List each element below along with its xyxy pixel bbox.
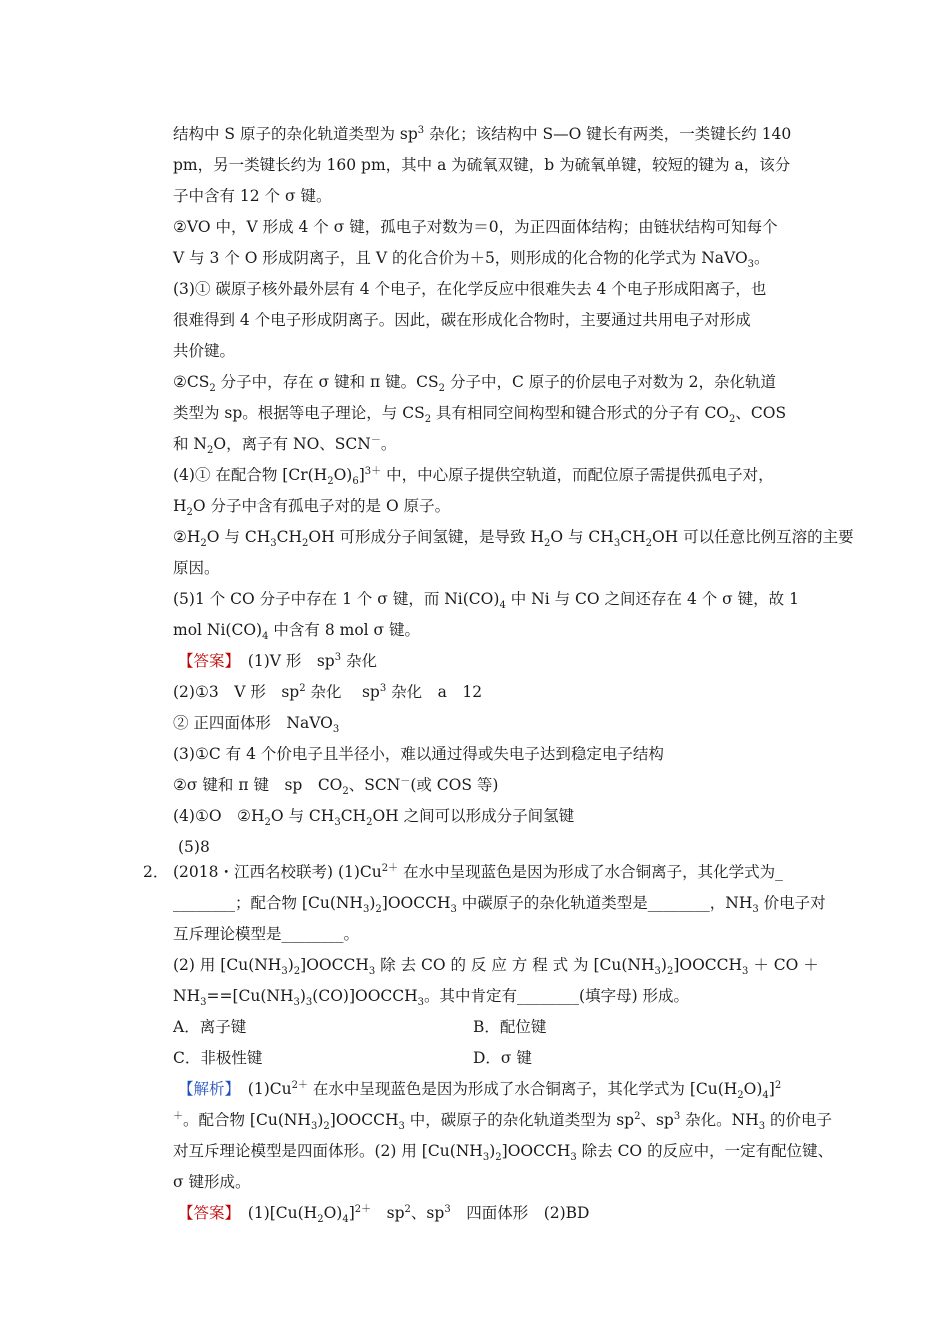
- text-line: 和 $N_2O$，离子有 NO、SCN－。: [173, 434, 397, 457]
- question-number: 2．: [143, 863, 169, 881]
- text-line: (3)① 碳原子核外最外层有 4 个电子，在化学反应中很难失去 4 个电子形成阳离子，也: [173, 280, 767, 298]
- answer-line: (3)①C 有 4 个价电子且半径小，难以通过得或失电子达到稳定电子结构: [173, 745, 664, 763]
- answer-line: 【答案】 (1)V 形 $sp^3$ 杂化: [178, 651, 378, 670]
- text-line: 子中含有 12 个 σ 键。: [173, 187, 332, 205]
- analysis-line: 【解析】 $(1)Cu^{2+}$ 在水中呈现蓝色是因为形成了水合铜离子，其化学式为 $[Cu(H_2O)_4]^2$: [178, 1079, 782, 1102]
- option-b: B．配位键: [473, 1018, 547, 1036]
- answer-line: (2)①3 V 形 $sp^2$ 杂化 $sp^3$ 杂化 a 12: [173, 682, 483, 701]
- answer-line: 【答案】 $(1)[Cu(H_2O)_4]^{2+}$ $sp^2$、$sp^3$ 四面体形 (2)BD: [178, 1203, 590, 1226]
- answer-line: ② 正四面体形 NaVO$_3$: [173, 714, 340, 736]
- option-c: C．非极性键: [173, 1049, 263, 1067]
- text-line: ②VO 中，V 形成 4 个 σ 键，孤电子对数为＝0，为正四面体结构；由链状结构可知每个: [173, 218, 778, 236]
- question-line: 互斥理论模型是________。: [173, 925, 360, 943]
- text-line: 类型为 sp。根据等电子理论，与 $CS_2$ 具有相同空间构型和键合形式的分子有 $CO_2$、COS: [173, 404, 787, 426]
- text-line: pm，另一类键长约为 160 pm，其中 a 为硫氧双键，b 为硫氧单键，较短的键为 a，该分: [173, 156, 791, 174]
- answer-line: (5)8: [178, 838, 210, 856]
- text-line: $H_2O$ 分子中含有孤电子对的是 O 原子。: [173, 497, 451, 519]
- text-line: $②CS_2$ 分子中，存在 σ 键和 π 键。$CS_2$ 分子中，C 原子的价层电子对数为 2，杂化轨道: [173, 373, 777, 395]
- text-line: mol $Ni(CO)_4$ 中含有 8 mol σ 键。: [173, 621, 421, 643]
- option-a: A．离子键: [173, 1018, 247, 1036]
- question-line: $NH_3==[Cu(NH_3)_3(CO)]OOCCH_3$。其中肯定有________(填字母) 形成。: [173, 987, 690, 1009]
- text-line: $②H_2O$ 与 $CH_3CH_2OH$ 可形成分子间氢键，是导致 $H_2O$ 与 $CH_3CH_2OH$ 可以任意比例互溶的主要: [173, 528, 854, 550]
- text-line: (5)1 个 CO 分子中存在 1 个 σ 键，而 $Ni(CO)_4$ 中 Ni 与 CO 之间还存在 4 个 σ 键，故 1: [173, 590, 799, 612]
- question-line: ________；配合物 $[Cu(NH_3)_2]OOCCH_3$ 中碳原子的杂化轨道类型是________，$NH_3$ 价电子对: [173, 894, 826, 916]
- analysis-line: σ 键形成。: [173, 1173, 251, 1191]
- answer-tag: 【答案】: [178, 1204, 233, 1222]
- option-d: D．σ 键: [473, 1049, 532, 1067]
- question-line: (2018・江西名校联考) $(1)Cu^{2+}$ 在水中呈现蓝色是因为形成了水合铜离子，其化学式为_: [173, 862, 783, 881]
- text-line: 原因。: [173, 559, 220, 577]
- analysis-tag: 【解析】: [178, 1080, 233, 1098]
- text-line: V 与 3 个 O 形成阴离子，且 V 的化合价为＋5，则形成的化合物的化学式为 NaVO$_3$。: [173, 249, 770, 271]
- text-line: 结构中 S 原子的杂化轨道类型为 $sp^3$ 杂化；该结构中 S—O 键长有两类，一类键长约 140: [173, 124, 792, 143]
- text-line: 共价键。: [173, 342, 236, 360]
- text-line: 很难得到 4 个电子形成阴离子。因此，碳在形成化合物时，主要通过共用电子对形成: [173, 311, 751, 329]
- analysis-line: 对互斥理论模型是四面体形。(2) 用 $[Cu(NH_3)_2]OOCCH_3$ 除去 CO 的反应中，一定有配位键、: [173, 1142, 834, 1164]
- answer-tag: 【答案】: [178, 652, 233, 670]
- analysis-line: ＋。配合物 $[Cu(NH_3)_2]OOCCH_3$ 中，碳原子的杂化轨道类型为 $sp^2$、$sp^3$ 杂化。$NH_3$ 的价电子: [173, 1110, 833, 1133]
- question-line: (2) 用 $[Cu(NH_3)_2]OOCCH_3$ 除 去 CO 的 反 应 方 程 式 为 $[Cu(NH_3)_2]OOCCH_3$ ＋ CO ＋: [173, 956, 819, 978]
- text-line: (4)① 在配合物 $[Cr(H_2O)_6]^{3+}$ 中，中心原子提供空轨道，而配位原子需提供孤电子对，: [173, 465, 774, 488]
- answer-line: ②σ 键和 π 键 sp $CO_2$、SCN－(或 COS 等): [173, 775, 499, 798]
- answer-line: (4)①O $②H_2O$ 与 $CH_3CH_2OH$ 之间可以形成分子间氢键: [173, 807, 575, 829]
